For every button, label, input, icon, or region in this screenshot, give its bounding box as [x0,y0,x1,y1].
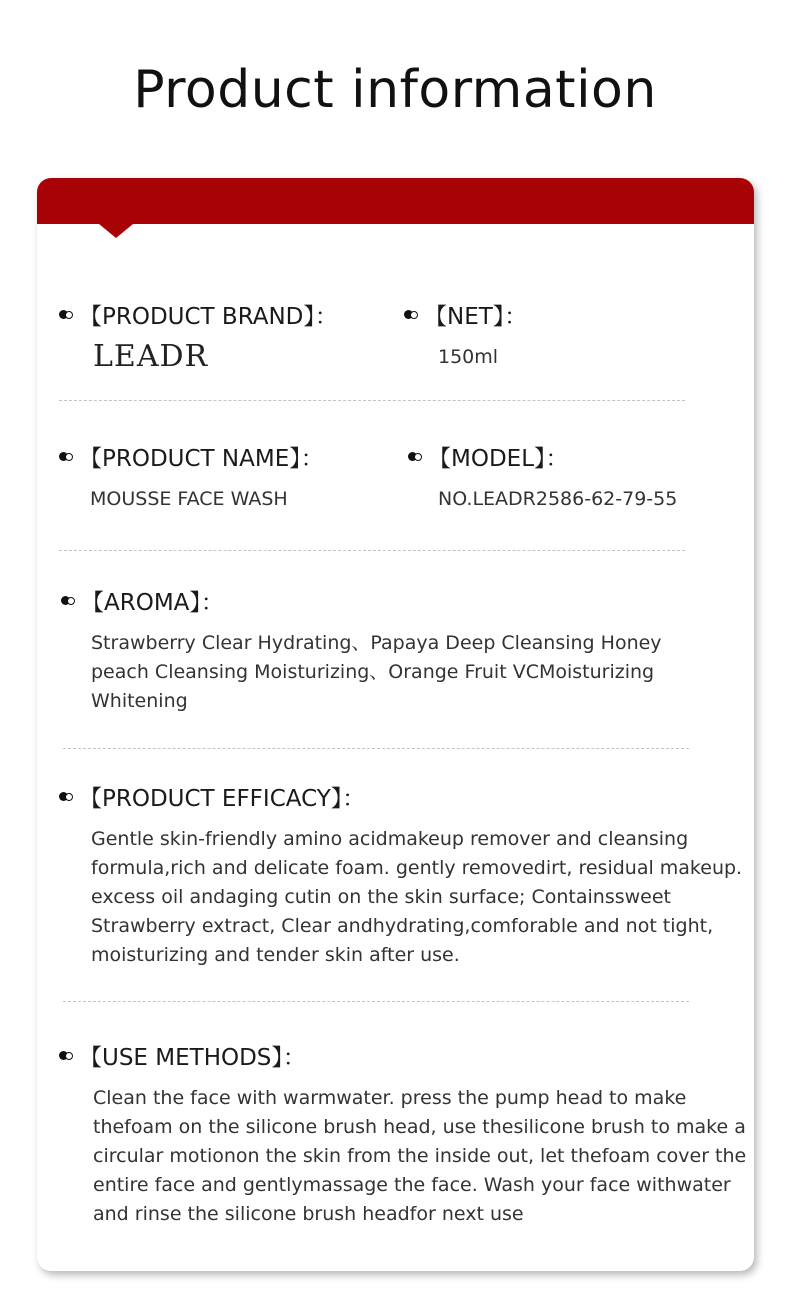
field-efficacy-text [91,825,742,970]
field-net-value: 150ml [438,346,499,368]
field-model [408,440,677,514]
field-name-label: 【PRODUCT NAME】： [79,446,324,472]
field-aroma-text [91,629,662,716]
bullet-icon [59,792,75,802]
card-header-bar [37,178,754,224]
field-brand-label: 【PRODUCT BRAND】： [79,304,338,330]
field-model-value: NO.LEADR2586-62-79-55 [438,488,678,510]
field-methods-label: 【USE METHODS】： [79,1045,306,1071]
field-name [59,440,324,514]
text-line: excess oil andaging cutin on the skin surface; Containssweet [91,886,671,908]
text-line: formula,rich and delicate foam. gently removedirt, residual makeup. [91,857,743,879]
divider [59,400,685,401]
text-line: thefoam on the silicone brush head, use thesilicone brush to make a [93,1116,746,1138]
text-line: peach Cleansing Moisturizing、Orange Fruit VCMoisturizing [91,661,655,683]
text-line: Gentle skin-friendly amino acidmakeup remover and cleansing [91,828,689,850]
field-efficacy [59,780,742,970]
field-aroma [61,584,662,716]
bullet-icon [59,1051,75,1061]
field-efficacy-label: 【PRODUCT EFFICACY】： [79,786,366,812]
bullet-icon [61,596,77,606]
card-header-pointer [99,224,133,238]
field-efficacy-label-row [59,780,742,813]
text-line: circular motionon the skin from the inside out, let thefoam cover the [93,1145,747,1167]
bullet-icon [59,310,75,320]
bullet-icon [404,310,420,320]
text-line: Strawberry Clear Hydrating、Papaya Deep Cleansing Honey [91,632,662,654]
field-model-label: 【MODEL】： [428,446,569,472]
text-line: Whitening [91,690,188,712]
field-aroma-label-row [61,584,662,617]
field-methods-text [93,1084,746,1229]
field-model-label-row [408,440,677,473]
field-methods-label-row [59,1039,746,1072]
field-net-label-row [404,298,527,331]
field-name-label-row [59,440,324,473]
bullet-icon [408,452,424,462]
field-name-value: MOUSSE FACE WASH [90,488,288,510]
field-net-label: 【NET】： [424,304,528,330]
field-brand [59,298,338,374]
text-line: and rinse the silicone brush headfor next use [93,1203,524,1225]
divider [63,748,689,749]
field-methods [59,1039,746,1229]
text-line: Clean the face with warmwater. press the pump head to make [93,1087,687,1109]
text-line: Strawberry extract, Clear andhydrating,comforable and not tight, [91,915,714,937]
page-title: Product information [133,60,657,120]
brand-logo: LEADR [93,339,209,374]
field-aroma-label: 【AROMA】： [81,590,224,616]
divider [63,1001,689,1002]
field-net [404,298,527,372]
text-line: entire face and gentlymassage the face. Wash your face withwater [93,1174,731,1196]
divider [59,550,685,551]
bullet-icon [59,452,75,462]
field-brand-label-row [59,298,338,331]
text-line: moisturizing and tender skin after use. [91,944,460,966]
